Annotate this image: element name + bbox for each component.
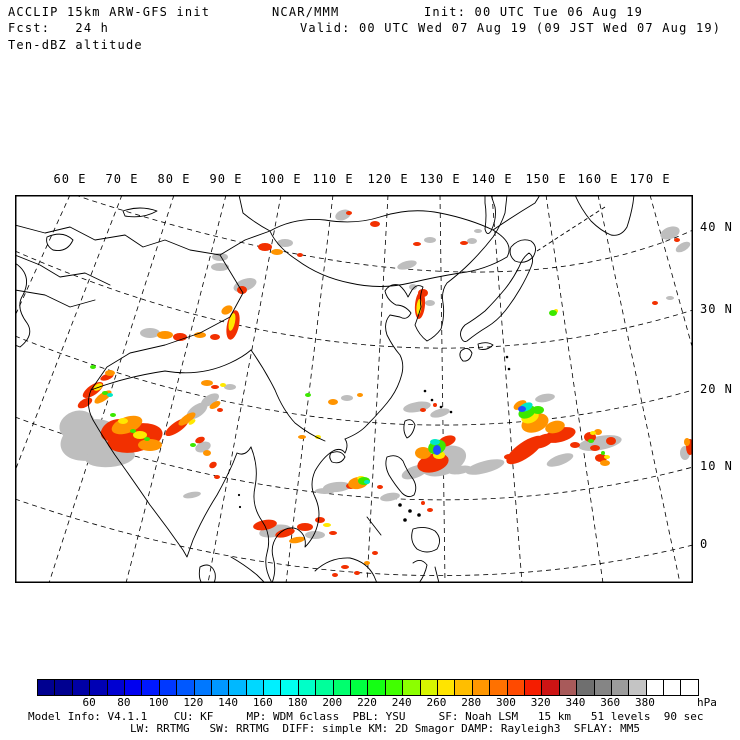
- echo-blob-cy: [430, 439, 440, 445]
- echo-blob-rd: [329, 531, 337, 535]
- colorbar-tick-label: 100: [148, 696, 169, 709]
- echo-blob-gy: [211, 263, 229, 271]
- colorbar-box: [680, 680, 697, 695]
- echo-blob-gn: [102, 391, 108, 395]
- echo-blob-gn: [601, 451, 605, 455]
- colorbar-box: [367, 680, 384, 695]
- colorbar-box: [263, 680, 280, 695]
- echo-blob-rd: [420, 408, 426, 412]
- echo-blob-gy: [341, 395, 353, 401]
- colorbar-box: [437, 680, 454, 695]
- echo-blob-rd: [504, 454, 516, 460]
- echo-blob-gy: [425, 300, 435, 306]
- echo-blob-gy: [379, 491, 400, 502]
- echo-blob-or: [684, 438, 690, 446]
- echo-blob-rd: [354, 571, 360, 575]
- echo-blob-cy: [107, 393, 113, 397]
- colorbar-box: [524, 680, 541, 695]
- colorbar-box: [350, 680, 367, 695]
- echo-blob-gy: [140, 328, 160, 338]
- lon-axis: [0, 172, 740, 186]
- echo-blob-gn: [190, 443, 196, 447]
- colorbar-box: [559, 680, 576, 695]
- echo-blob-or: [203, 450, 211, 456]
- echo-blob-rd: [421, 501, 425, 505]
- echo-blob-gy: [534, 392, 555, 403]
- forecast-hour-label: Fcst: 24 h: [8, 21, 110, 35]
- echo-blob-or: [138, 439, 162, 451]
- colorbar-tick-label: 340: [565, 696, 586, 709]
- lon-tick-label: 140 E: [471, 172, 513, 186]
- colorbar-box: [298, 680, 315, 695]
- colorbar-unit-label: hPa: [697, 696, 717, 709]
- field-name-label: Ten-dBZ altitude: [8, 38, 143, 52]
- echo-blob-gy: [429, 407, 450, 420]
- colorbar-box: [385, 680, 402, 695]
- colorbar-tick-label: 320: [530, 696, 551, 709]
- echo-blobs: [55, 208, 693, 577]
- colorbar-box: [280, 680, 297, 695]
- lat-tick-label: 0: [700, 537, 709, 551]
- echo-blob-yl: [323, 523, 331, 527]
- echo-blob-gn: [144, 437, 150, 441]
- model-info-line: Model Info: V4.1.1 CU: KF MP: WDM 6class PBL: YSU SF: Noah LSM 15 km 51 levels 90 sec: [28, 710, 704, 723]
- plot-title: ACCLIP 15km ARW-GFS init: [8, 5, 211, 19]
- echo-blob-or: [201, 380, 213, 386]
- colorbar-box: [576, 680, 593, 695]
- colorbar-tick-label: 120: [183, 696, 204, 709]
- colorbar-tick-label: 80: [117, 696, 131, 709]
- echo-blob-rd: [341, 565, 349, 569]
- echo-blob-rd: [674, 238, 680, 242]
- echo-blob-gy: [424, 237, 436, 243]
- echo-blob-gy: [545, 451, 575, 470]
- echo-blob-gn: [532, 406, 544, 414]
- colorbar-box: [228, 680, 245, 695]
- colorbar-tick-label: 180: [287, 696, 308, 709]
- echo-blob-yl: [590, 431, 596, 435]
- lon-tick-label: 60 E: [53, 172, 87, 186]
- echo-blob-or: [289, 536, 306, 545]
- lon-tick-label: 170 E: [629, 172, 671, 186]
- echo-blob-rd: [214, 475, 220, 479]
- lon-tick-label: 110 E: [312, 172, 354, 186]
- colorbar-box: [315, 680, 332, 695]
- colorbar-box: [507, 680, 524, 695]
- physics-line: LW: RRTMG SW: RRTMG DIFF: simple KM: 2D Smagor DAMP: Rayleigh3 SFLAY: MM5: [130, 722, 640, 735]
- echo-blob-rd: [433, 403, 437, 407]
- echo-blob-or: [298, 435, 306, 439]
- echo-blob-rd: [377, 485, 383, 489]
- colorbar-box: [611, 680, 628, 695]
- colorbar-tick-label: 200: [322, 696, 343, 709]
- colorbar-box: [72, 680, 89, 695]
- echo-blob-gy: [666, 296, 674, 300]
- lon-tick-label: 160 E: [577, 172, 619, 186]
- echo-blob-rd: [570, 442, 580, 448]
- lat-tick-label: 20 N: [700, 382, 733, 396]
- echo-blob-rd: [460, 241, 468, 245]
- echo-blob-gy: [334, 208, 352, 223]
- colorbar-box: [159, 680, 176, 695]
- colorbar-box: [594, 680, 611, 695]
- echo-blob-rd: [652, 301, 658, 305]
- lon-tick-label: 100 E: [260, 172, 302, 186]
- echo-blob-gy: [474, 229, 482, 233]
- map-frame: [16, 196, 693, 583]
- valid-time-label: Valid: 00 UTC Wed 07 Aug 19 (09 JST Wed 07 Aug 19): [300, 21, 722, 35]
- echo-blob-rd: [346, 211, 352, 215]
- colorbar: [37, 679, 699, 696]
- echo-blob-or: [105, 370, 115, 376]
- echo-blob-gy: [396, 259, 417, 272]
- echo-blob-rd: [606, 437, 616, 445]
- colorbar-tick-label: 280: [461, 696, 482, 709]
- echo-blob-rd: [370, 221, 380, 227]
- echo-blob-yl: [118, 418, 128, 424]
- colorbar-box: [646, 680, 663, 695]
- colorbar-box: [38, 680, 54, 695]
- colorbar-box: [489, 680, 506, 695]
- echo-blob-gn: [588, 439, 594, 443]
- echo-blob-or: [357, 393, 363, 397]
- echo-blob-or: [157, 331, 173, 339]
- echo-blob-gy: [315, 488, 335, 494]
- echo-blob-gy: [577, 432, 623, 453]
- echo-blob-bl: [433, 445, 441, 455]
- lon-tick-label: 90 E: [209, 172, 243, 186]
- echo-blob-gn: [549, 310, 557, 316]
- echo-blob-or: [271, 249, 283, 255]
- colorbar-ticks: [37, 696, 737, 710]
- echo-blob-gn: [130, 429, 136, 433]
- init-time-label: Init: 00 UTC Tue 06 Aug 19: [424, 5, 644, 19]
- echo-blob-rd: [258, 243, 272, 251]
- colorbar-box: [472, 680, 489, 695]
- echo-blob-rd: [427, 508, 433, 512]
- colorbar-tick-label: 300: [496, 696, 516, 709]
- echo-blob-rd: [315, 517, 325, 523]
- echo-blob-cy: [364, 480, 370, 484]
- echo-blob-gy: [183, 490, 202, 499]
- echo-blob-gn: [305, 393, 311, 397]
- echo-blob-rd: [237, 286, 247, 294]
- echo-blob-gn: [90, 365, 96, 369]
- echo-blob-or: [600, 460, 610, 466]
- lat-tick-label: 10 N: [700, 459, 733, 473]
- org-label: NCAR/MMM: [272, 5, 340, 19]
- echo-blob-gy: [402, 400, 431, 415]
- lon-tick-label: 150 E: [525, 172, 567, 186]
- colorbar-tick-label: 360: [600, 696, 621, 709]
- colorbar-box: [333, 680, 350, 695]
- colorbar-box: [211, 680, 228, 695]
- echo-blob-or: [328, 399, 338, 405]
- colorbar-box: [124, 680, 141, 695]
- colorbar-box: [141, 680, 158, 695]
- lat-tick-label: 40 N: [700, 220, 733, 234]
- colorbar-tick-label: 220: [357, 696, 377, 709]
- echo-blob-rd: [210, 334, 220, 340]
- colorbar-box: [541, 680, 558, 695]
- lat-tick-label: 30 N: [700, 302, 733, 316]
- colorbar-tick-label: 160: [252, 696, 273, 709]
- colorbar-box: [89, 680, 106, 695]
- map-canvas: [15, 195, 693, 583]
- colorbar-box: [246, 680, 263, 695]
- colorbar-box: [54, 680, 71, 695]
- lon-tick-label: 130 E: [419, 172, 461, 186]
- colorbar-box: [420, 680, 437, 695]
- echo-blob-rd: [211, 385, 219, 389]
- colorbar-tick-label: 240: [391, 696, 412, 709]
- colorbar-box: [628, 680, 645, 695]
- colorbar-tick-label: 260: [426, 696, 447, 709]
- colorbar-box: [454, 680, 471, 695]
- echo-blob-yl: [220, 383, 226, 387]
- echo-blob-bl: [518, 406, 526, 412]
- echo-blob-rd: [208, 460, 218, 469]
- echo-blob-gy: [467, 238, 477, 244]
- lon-tick-label: 70 E: [105, 172, 139, 186]
- lon-tick-label: 80 E: [157, 172, 191, 186]
- graticule: [15, 195, 693, 583]
- colorbar-tick-label: 140: [218, 696, 238, 709]
- colorbar-box: [402, 680, 419, 695]
- colorbar-box: [663, 680, 680, 695]
- echo-blob-rd: [590, 445, 600, 451]
- colorbar-tick-label: 60: [82, 696, 96, 709]
- lon-tick-label: 120 E: [367, 172, 409, 186]
- colorbar-box: [194, 680, 211, 695]
- echo-blob-rd: [297, 253, 303, 257]
- echo-blob-rd: [372, 551, 378, 555]
- colorbar-box: [176, 680, 193, 695]
- echo-blob-rd: [413, 242, 421, 246]
- echo-blob-gn: [110, 413, 116, 417]
- echo-blob-rd: [297, 523, 313, 531]
- echo-blob-rd: [418, 289, 428, 297]
- colorbar-tick-label: 380: [634, 696, 655, 709]
- echo-blob-rd: [217, 408, 223, 412]
- colorbar-box: [107, 680, 124, 695]
- echo-blob-yl: [604, 455, 610, 459]
- echo-blob-rd: [332, 573, 338, 577]
- echo-blob-or: [177, 410, 198, 428]
